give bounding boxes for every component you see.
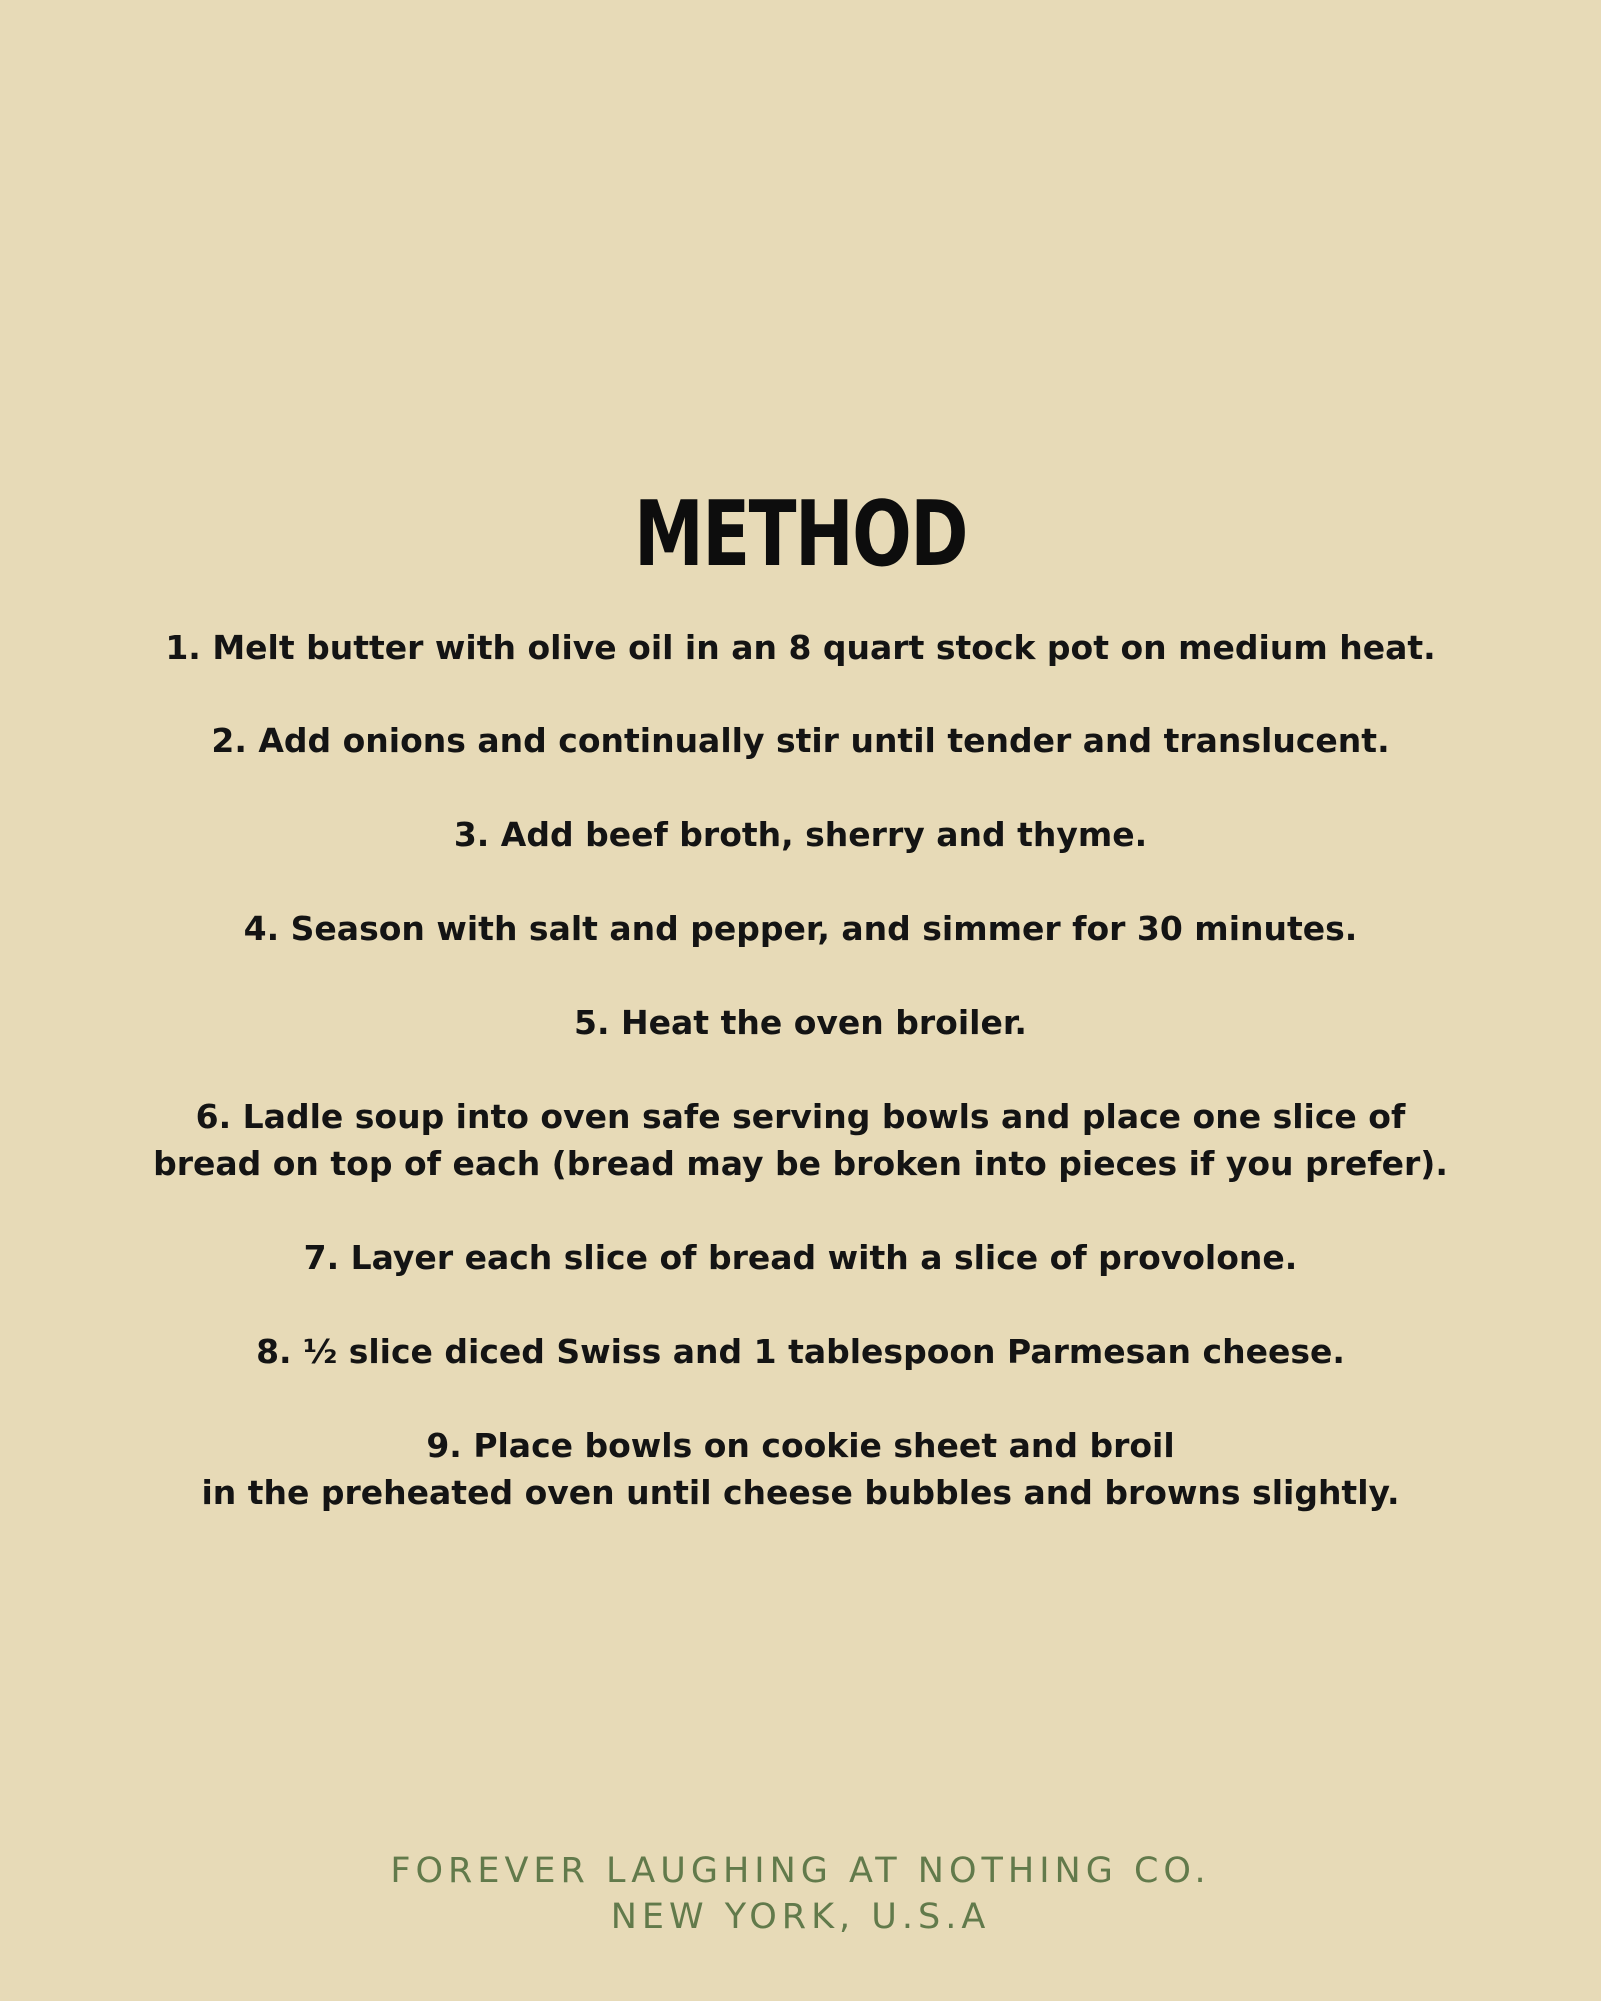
method-step-6-line-1: 6. Ladle soup into oven safe serving bowls and place one slice of xyxy=(195,1097,1406,1136)
method-step-3-line-1: 3. Add beef broth, sherry and thyme. xyxy=(453,815,1148,854)
method-step-5-line-1: 5. Heat the oven broiler. xyxy=(574,1003,1027,1042)
footer-location: NEW YORK, U.S.A xyxy=(610,1897,991,1937)
method-step-6-line-2: bread on top of each (bread may be broken into pieces if you prefer). xyxy=(153,1144,1448,1183)
method-step-1 xyxy=(0,624,1601,671)
page-title: METHOD xyxy=(633,482,968,587)
method-step-2 xyxy=(0,717,1601,764)
method-step-2-line-1: 2. Add onions and continually stir until tender and translucent. xyxy=(211,721,1390,760)
method-step-1-line-1: 1. Melt butter with olive oil in an 8 quart stock pot on medium heat. xyxy=(165,628,1436,667)
method-step-8 xyxy=(0,1328,1601,1375)
method-step-5 xyxy=(0,999,1601,1046)
method-step-7-line-1: 7. Layer each slice of bread with a slice of provolone. xyxy=(303,1238,1298,1277)
method-step-4-line-1: 4. Season with salt and pepper, and simmer for 30 minutes. xyxy=(243,909,1358,948)
method-step-8-line-1: 8. ½ slice diced Swiss and 1 tablespoon Parmesan cheese. xyxy=(256,1332,1345,1371)
method-step-6 xyxy=(0,1093,1601,1187)
method-step-9 xyxy=(0,1422,1601,1516)
method-step-7 xyxy=(0,1234,1601,1281)
method-step-9-line-2: in the preheated oven until cheese bubbles and browns slightly. xyxy=(201,1473,1400,1512)
method-step-4 xyxy=(0,905,1601,952)
method-step-3 xyxy=(0,811,1601,858)
footer-company-name: FOREVER LAUGHING AT NOTHING CO. xyxy=(390,1851,1211,1891)
method-step-9-line-1: 9. Place bowls on cookie sheet and broil xyxy=(426,1426,1175,1465)
